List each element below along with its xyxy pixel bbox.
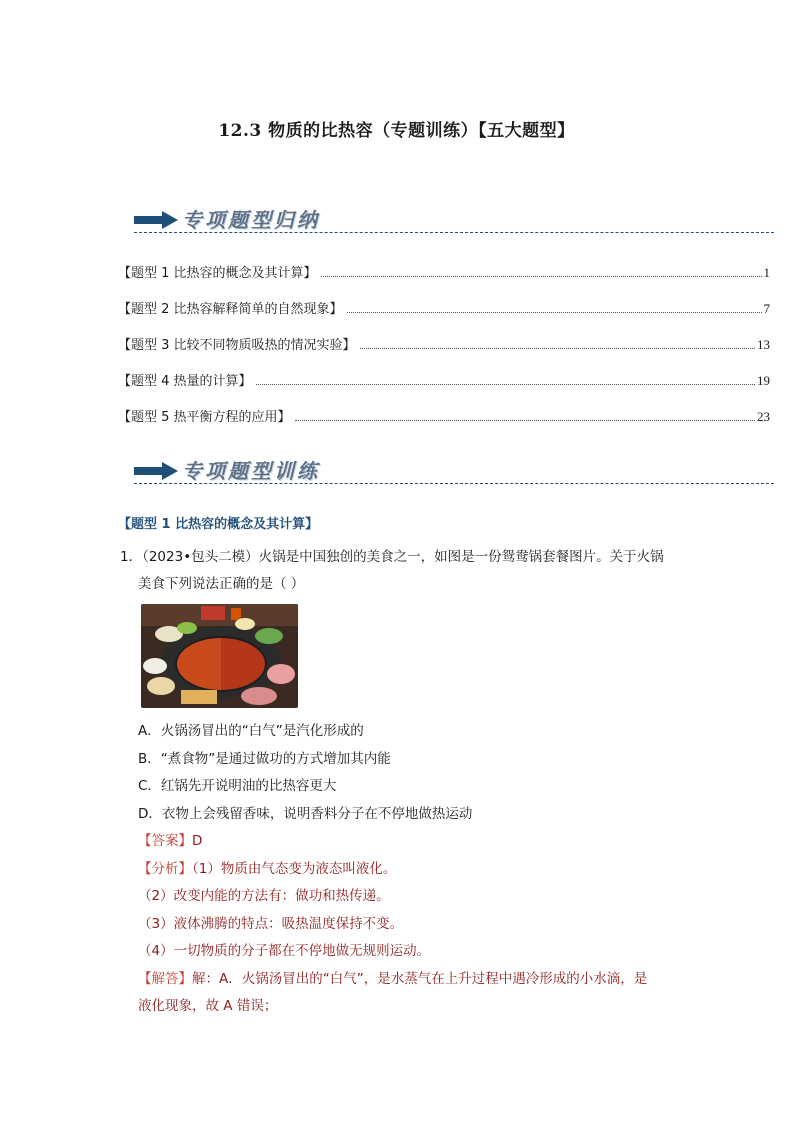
toc-leader — [256, 383, 755, 385]
toc-item-page: 13 — [757, 337, 770, 352]
toc-item[interactable] — [118, 370, 770, 406]
toc-item-label: 【题型 5 热平衡方程的应用】 — [118, 410, 291, 425]
toc-item[interactable] — [118, 262, 770, 298]
hotpot-photo — [141, 604, 298, 708]
toc-item-page: 23 — [757, 409, 770, 424]
option-a: A．火锅汤冒出的“白气”是汽化形成的 — [138, 723, 364, 739]
toc-leader — [321, 275, 762, 277]
solution-text: 解：A．火锅汤冒出的“白气”，是水蒸气在上升过程中遇冷形成的小水滴，是 — [192, 970, 648, 987]
toc-leader — [295, 419, 755, 421]
section-title: 专项题型训练 — [182, 459, 320, 483]
section-divider — [134, 483, 774, 484]
toc-item-page: 7 — [763, 301, 770, 316]
question-type-heading: 【题型 1 比热容的概念及其计算】 — [118, 517, 319, 532]
question-stem-line2: 美食下列说法正确的是（ ） — [138, 576, 305, 592]
analysis-tag: 【分析】 — [138, 860, 192, 877]
analysis-text: （1）物质由气态变为液态叫液化。 — [192, 860, 397, 877]
question-stem-line1: 1．（2023•包头二模）火锅是中国独创的美食之一，如图是一份鸳鸯锅套餐图片。关于火锅 — [120, 549, 664, 565]
toc-item-label: 【题型 4 热量的计算】 — [118, 374, 252, 389]
answer-options — [138, 718, 472, 828]
toc-leader — [360, 347, 755, 349]
option-b: B．“煮食物”是通过做功的方式增加其内能 — [138, 750, 391, 767]
toc-item-label: 【题型 2 比热容解释简单的自然现象】 — [118, 302, 343, 317]
option-d: D．衣物上会残留香味，说明香料分子在不停地做热运动 — [138, 805, 473, 822]
toc-item-label: 【题型 3 比较不同物质吸热的情况实验】 — [118, 338, 356, 353]
solution-line2: 液化现象，故 A 错误； — [138, 998, 278, 1014]
table-of-contents — [118, 262, 770, 442]
section-divider — [134, 232, 774, 233]
solution-tag: 【解答】 — [138, 970, 192, 987]
toc-leader — [347, 311, 762, 313]
option-c: C．红锅先开说明油的比热容更大 — [138, 778, 337, 794]
section-banner-induction — [134, 202, 774, 242]
analysis-line3: （3）液体沸腾的特点：吸热温度保持不变。 — [138, 915, 404, 932]
answer-tag: 【答案】 — [138, 833, 192, 849]
solution-line1 — [138, 966, 647, 994]
analysis-line1 — [138, 856, 396, 884]
toc-item-page: 1 — [763, 265, 770, 280]
toc-item[interactable] — [118, 298, 770, 334]
answer-line — [138, 828, 202, 856]
answer-value: D — [192, 833, 203, 849]
toc-item-page: 19 — [757, 373, 770, 388]
section-title: 专项题型归纳 — [182, 208, 320, 232]
analysis-line4: （4）一切物质的分子都在不停地做无规则运动。 — [138, 943, 431, 959]
arrow-right-icon — [134, 462, 178, 480]
analysis-line2: （2）改变内能的方法有：做功和热传递。 — [138, 888, 390, 904]
toc-item-label: 【题型 1 比热容的概念及其计算】 — [118, 266, 317, 281]
page-title: 12.3 物质的比热容（专题训练）【五大题型】 — [218, 121, 575, 141]
arrow-right-icon — [134, 211, 178, 229]
section-banner-training — [134, 453, 774, 493]
toc-item[interactable] — [118, 334, 770, 370]
toc-item[interactable] — [118, 406, 770, 442]
